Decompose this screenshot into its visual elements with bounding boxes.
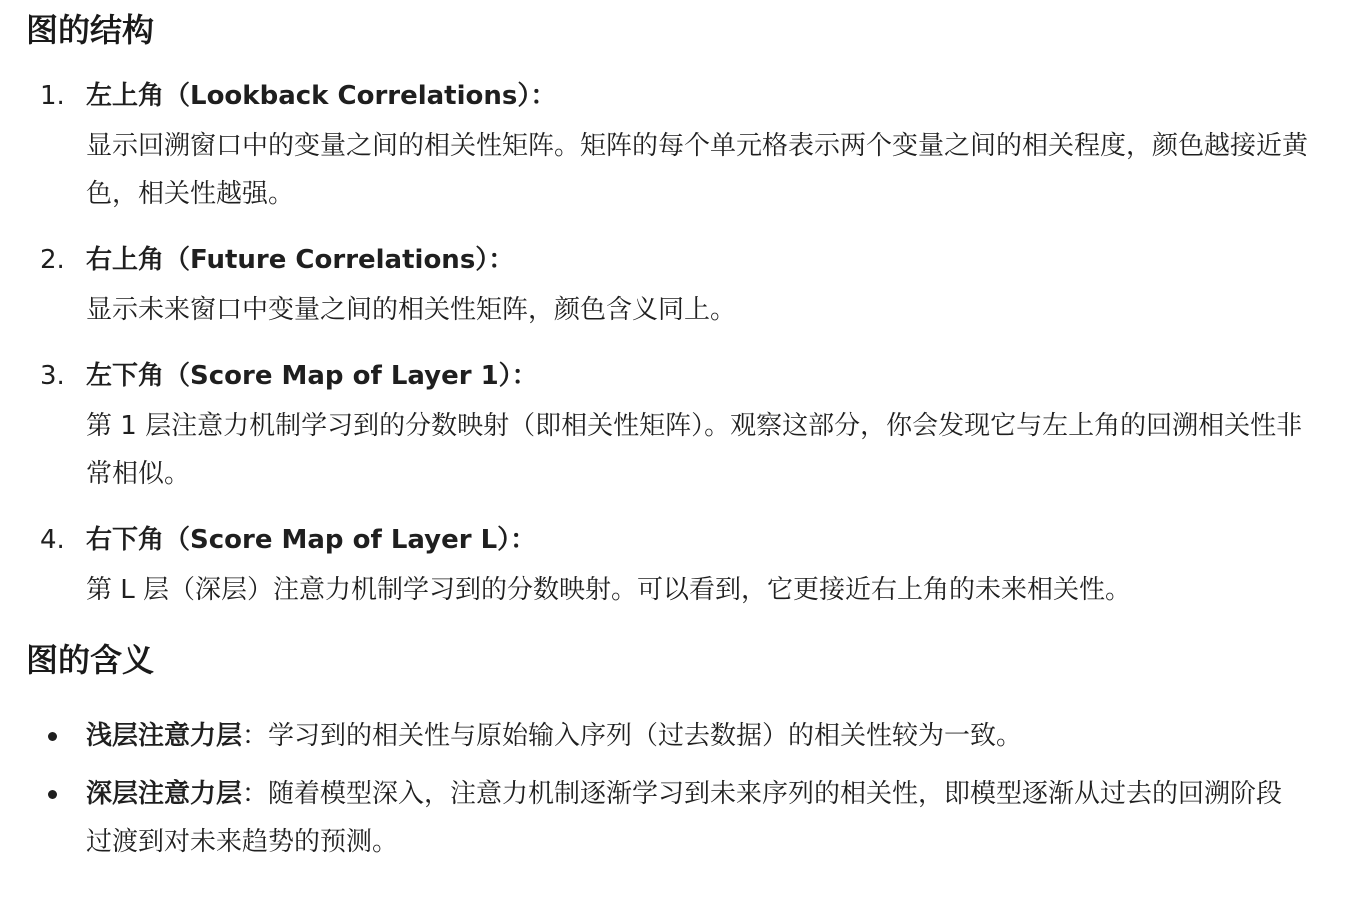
bullet-separator: ： — [242, 721, 269, 751]
bullet-text: 学习到的相关性与原始输入序列（过去数据）的相关性较为一致。 — [268, 721, 1023, 751]
list-item-description: 第 1 层注意力机制学习到的分数映射（即相关性矩阵）。观察这部分，你会发现它与左上角的回溯相关性非常相似。 — [86, 411, 1303, 489]
bullet-dot-icon — [48, 790, 57, 799]
list-item — [26, 356, 1308, 498]
list-item-number: 1. — [40, 81, 65, 111]
bullet-item — [26, 712, 1308, 760]
list-item — [26, 520, 1308, 614]
list-item-title: 右下角（Score Map of Layer L）： — [86, 525, 537, 555]
list-item-description: 显示未来窗口中变量之间的相关性矩阵，颜色含义同上。 — [86, 295, 737, 325]
bullet-term: 浅层注意力层 — [86, 721, 243, 751]
list-item-title: 左上角（Lookback Correlations）： — [86, 81, 557, 111]
list-item-number: 2. — [40, 245, 65, 275]
list-item-title: 左下角（Score Map of Layer 1）： — [86, 361, 538, 391]
list-item-number: 4. — [40, 525, 65, 555]
bullet-text: 随着模型深入，注意力机制逐渐学习到未来序列的相关性，即模型逐渐从过去的回溯阶段过渡到对未来趋势的预测。 — [86, 779, 1283, 857]
bullet-dot-icon — [48, 732, 57, 741]
bullet-separator: ： — [242, 779, 269, 809]
list-item-number: 3. — [40, 361, 65, 391]
list-item-description: 第 L 层（深层）注意力机制学习到的分数映射。可以看到，它更接近右上角的未来相关性。 — [86, 575, 1132, 605]
list-item-description: 显示回溯窗口中的变量之间的相关性矩阵。矩阵的每个单元格表示两个变量之间的相关程度，颜色越接近黄色，相关性越强。 — [86, 131, 1309, 209]
meaning-list — [26, 712, 1308, 866]
structure-list — [26, 76, 1308, 614]
section-heading-meaning: 图的含义 — [26, 641, 155, 679]
list-item — [26, 76, 1308, 218]
bullet-term: 深层注意力层 — [86, 779, 243, 809]
bullet-item — [26, 770, 1308, 866]
list-item — [26, 240, 1308, 334]
list-item-title: 右上角（Future Correlations）： — [86, 245, 515, 275]
section-heading-structure: 图的结构 — [26, 11, 155, 49]
